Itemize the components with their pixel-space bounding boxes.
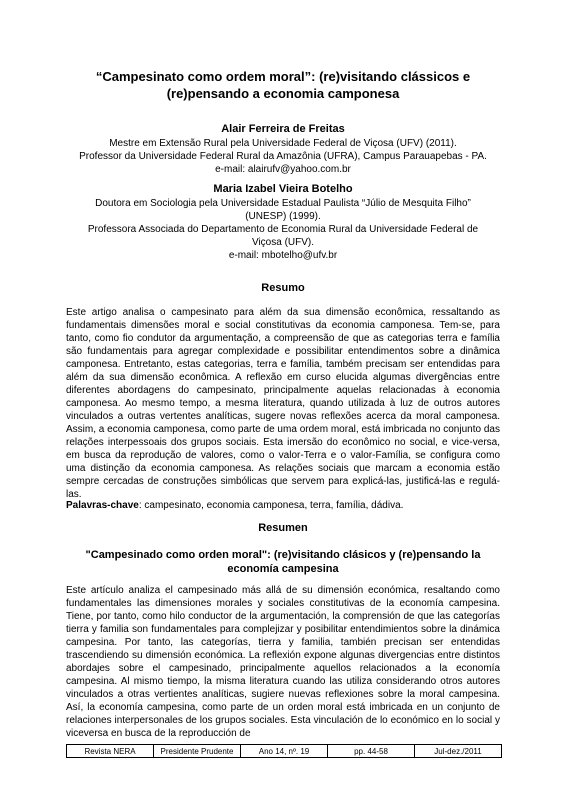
footer-journal: Revista NERA bbox=[67, 745, 154, 757]
resumo-heading: Resumo bbox=[261, 282, 305, 294]
resumo-text: Este artigo analisa o campesinato para além da sua dimensão econômica, ressaltando as fundamentais dimensões moral e social constitutivas da economia camponesa. Tem-se, para tanto, como fio condutor da argumentação, a compreensão de que as categorias terra e família são fundamentais para agregar complexidade e possibilitar entendimentos sobre a dinâmica camponesa. Entretanto, estas categorias, terra e família, também precisam ser entendidas para além da sua dimensão econômica. A reflexão em curso elucida algumas divergências entre diferentes abordagens do campesinato, principalmente aquelas relacionadas à economia camponesa. Ao mesmo tempo, a mesma literatura, quando utilizada à luz de outros autores vinculados a outras vertentes analíticas, sugere novas reflexões acerca da moral camponesa. Assim, a economia camponesa, como parte de uma ordem moral, está imbricada no conjunto das relações interpessoais dos grupos sociais. Esta imersão do econômico no social, e vice-versa, em busca da reprodução de valores, como o valor-Terra e o valor-Família, se configura como uma distinção da economia camponesa. As relações sociais que marcam a economia estão sempre cercadas de construções simbólicas que servem para explicá-las, justificá-las e regulá-las. bbox=[66, 307, 500, 500]
author-email: e-mail: mbotelho@ufv.br bbox=[228, 250, 338, 261]
author-affiliation: Professora Associada do Departamento de Economia Rural da Universidade Federal de Viçosa (UFV). bbox=[87, 224, 479, 248]
footer-city: Presidente Prudente bbox=[154, 745, 241, 757]
journal-footer bbox=[66, 744, 502, 758]
author-2 bbox=[55, 182, 511, 262]
author-name: Maria Izabel Vieira Botelho bbox=[213, 183, 353, 195]
footer-date: Jul-dez./2011 bbox=[434, 747, 482, 756]
author-affiliation: Doutora em Sociologia pela Universidade Estadual Paulista “Júlio de Mesquita Filho” (UNESP) (1999). bbox=[95, 198, 471, 222]
paper-title: “Campesinato como ordem moral”: (re)visitando clássicos e (re)pensando a economia camponesa bbox=[95, 69, 471, 101]
resumen-title: "Campesinado como orden moral": (re)visitando clásicos y (re)pensando la economía campesina bbox=[85, 549, 481, 575]
author-name: Alair Ferreira de Freitas bbox=[221, 123, 345, 135]
author-1 bbox=[55, 122, 511, 176]
author-affiliation: Professor da Universidade Federal Rural da Amazônia (UFRA), Campus Parauapebas - PA. bbox=[79, 151, 487, 162]
footer-pages: pp. 44-58 bbox=[328, 745, 415, 757]
keywords-label: Palavras-chave bbox=[66, 500, 139, 511]
footer-volume: Ano 14, nº. 19 bbox=[241, 745, 328, 757]
author-email: e-mail: alairufv@yahoo.com.br bbox=[215, 164, 351, 175]
keywords-line bbox=[66, 499, 500, 512]
author-affiliation: Mestre em Extensão Rural pela Universidade Federal de Viçosa (UFV) (2011). bbox=[109, 138, 457, 149]
resumen-heading: Resumen bbox=[258, 522, 308, 534]
resumen-text: Este artículo analiza el campesinado más allá de su dimensión económica, resaltando como fundamentales las dimensiones morales y sociales constitutivas de la economía campesina. Tiene, por tanto, como hilo conductor de la argumentación, la comprensión de que las categorías tierra y familia son fundamentales para complejizar y posibilitar entendimientos sobre la dinámica campesina. Por tanto, las categorías, tierra y familia, también precisan ser entendidas trascendiendo su dimensión económica. La reflexión expone algunas divergencias entre distintos abordajes sobre el campesinado, principalmente aquellos relacionados a la economía campesina. Al mismo tiempo, la misma literatura cuando las utiliza considerando otros autores vinculados a otras vertientes analíticas, sugiere nuevas reflexiones sobre la moral campesina. Así, la economía campesina, como parte de un orden moral está imbricada en un conjunto de relaciones interpersonales de los grupos sociales. Esta vinculación de lo económico en lo social y viceversa en busca de la reproducción de bbox=[66, 585, 500, 739]
keywords-list: : campesinato, economia camponesa, terra, família, dádiva. bbox=[138, 500, 404, 511]
